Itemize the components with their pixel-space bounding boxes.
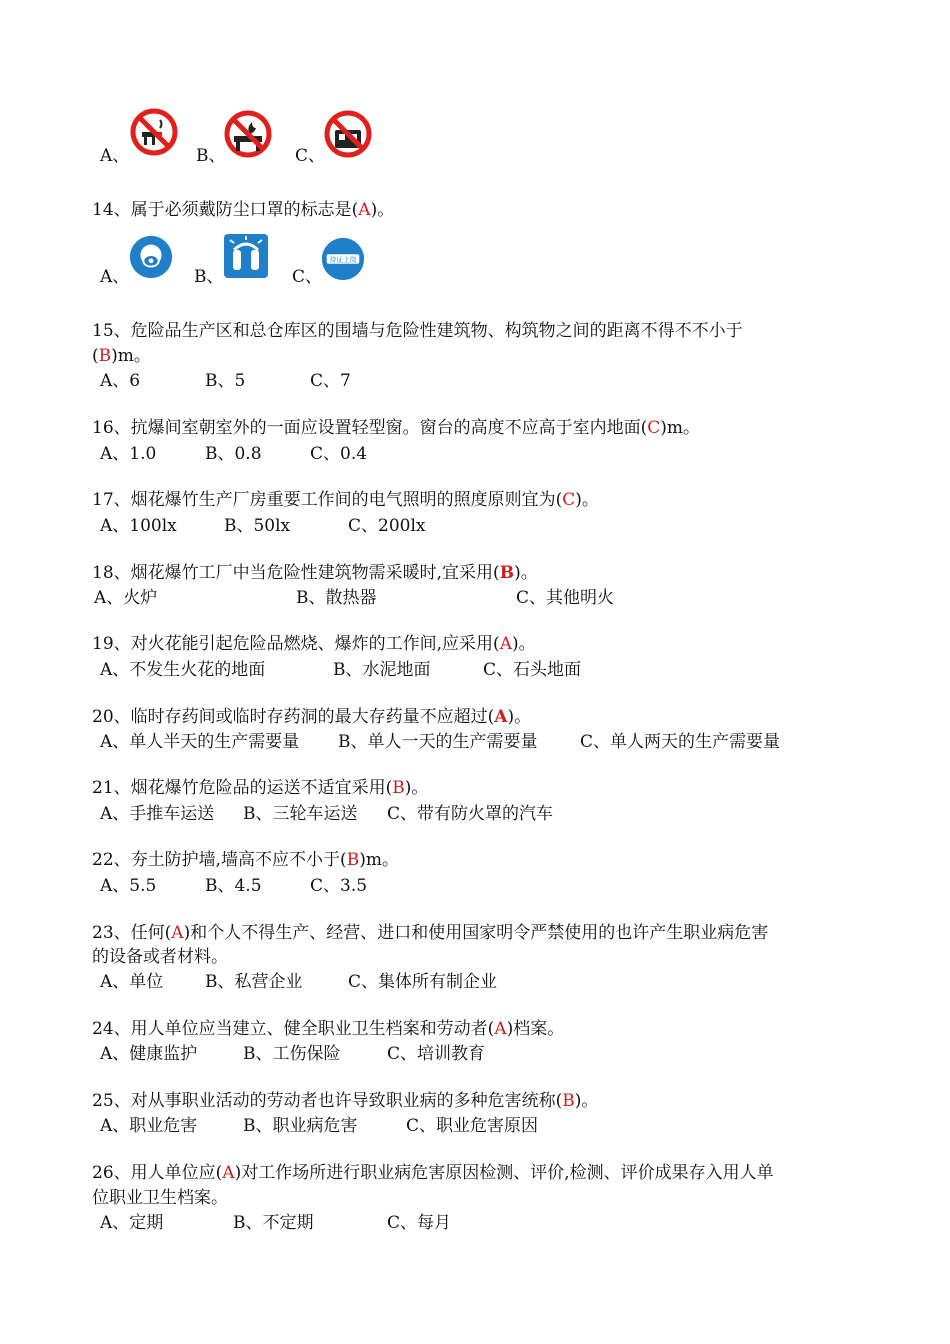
q18-text: 烟花爆竹工厂中当危险性建筑物需采暖时,宜采用( — [130, 563, 500, 583]
q19-number: 19、 — [92, 634, 131, 654]
question-26 — [92, 1162, 774, 1184]
q18-option-b: B、散热器 — [296, 588, 377, 608]
q14-text-end: )。 — [370, 200, 395, 220]
q15-paren: ( — [92, 346, 99, 366]
q18-option-c: C、其他明火 — [516, 588, 615, 608]
no-smoking-icon — [130, 108, 178, 156]
q20-answer: A — [494, 707, 508, 727]
q22-answer: B — [346, 850, 360, 870]
q14-option-c-label: C、 — [292, 267, 323, 287]
q26-answer: A — [222, 1163, 235, 1183]
q23-number: 23、 — [92, 923, 131, 943]
q23-text-end: )和个人不得生产、经营、进口和使用国家明令严禁使用的也许产生职业病危害 — [183, 923, 769, 943]
license-sign-text: 持证上岗 — [329, 255, 357, 264]
question-22 — [92, 849, 399, 871]
q13-option-c-label: C、 — [295, 146, 326, 166]
q17-option-b: B、50lx — [224, 516, 291, 536]
q21-option-c: C、带有防火罩的汽车 — [387, 804, 554, 824]
question-16 — [92, 417, 700, 439]
question-15 — [92, 320, 743, 342]
q17-answer: C — [562, 490, 576, 510]
q18-text-end: )。 — [514, 563, 538, 583]
q23-option-c: C、集体所有制企业 — [348, 972, 498, 992]
q23-option-b: B、私营企业 — [205, 972, 303, 992]
question-20 — [92, 706, 531, 728]
q15-text: 危险品生产区和总仓库区的围墙与危险性建筑物、构筑物之间的距离不得不不小于 — [130, 321, 743, 341]
q26-number: 26、 — [92, 1163, 131, 1183]
q25-number: 25、 — [92, 1091, 131, 1111]
q25-option-a: A、职业危害 — [100, 1116, 198, 1136]
q14-option-a-label: A、 — [100, 267, 130, 287]
q15-number: 15、 — [92, 321, 131, 341]
q19-text: 对火花能引起危险品燃烧、爆炸的工作间,应采用( — [130, 634, 500, 654]
q23-answer: A — [171, 923, 184, 943]
q16-number: 16、 — [92, 418, 131, 438]
ear-protection-icon — [222, 232, 270, 280]
q19-answer: A — [499, 634, 512, 654]
no-pedestrian-icon — [324, 110, 372, 158]
q19-option-b: B、水泥地面 — [333, 660, 431, 680]
q18-number: 18、 — [92, 563, 131, 583]
q26-text-end: )对工作场所进行职业病危害原因检测、评价,检测、评价成果存入用人单 — [234, 1163, 774, 1183]
q21-text-end: )。 — [404, 778, 429, 798]
q25-text-end: )。 — [574, 1091, 599, 1111]
q16-option-a: A、1.0 — [100, 444, 157, 464]
q14-text: 属于必须戴防尘口罩的标志是( — [130, 200, 359, 220]
q15-text-end: )m。 — [111, 346, 151, 366]
q16-text: 抗爆间室朝室外的一面应设置轻型窗。窗台的高度不应高于室内地面( — [130, 418, 648, 438]
q25-text: 对从事职业活动的劳动者也许导致职业病的多种危害统称( — [130, 1091, 563, 1111]
q20-text: 临时存药间或临时存药洞的最大存药量不应超过( — [130, 707, 495, 727]
q13-option-a-label: A、 — [100, 146, 130, 166]
q22-number: 22、 — [92, 850, 131, 870]
q24-number: 24、 — [92, 1019, 131, 1039]
q21-option-b: B、三轮车运送 — [243, 804, 358, 824]
q21-answer: B — [392, 778, 405, 798]
q24-answer: A — [494, 1019, 507, 1039]
q25-option-c: C、职业危害原因 — [406, 1116, 539, 1136]
question-15-line2 — [92, 345, 151, 367]
q15-answer: B — [98, 346, 112, 366]
q24-option-a: A、健康监护 — [100, 1044, 198, 1064]
q26-option-c: C、每月 — [387, 1213, 452, 1233]
question-17 — [92, 489, 599, 511]
q15-option-a: A、6 — [100, 371, 141, 391]
q16-option-c: C、0.4 — [310, 444, 368, 464]
q14-answer: A — [358, 200, 371, 220]
question-18 — [92, 562, 538, 584]
q17-option-a: A、100lx — [100, 516, 177, 536]
q18-option-a: A、火炉 — [94, 588, 158, 608]
q26-option-b: B、不定期 — [233, 1213, 314, 1233]
q22-option-b: B、4.5 — [205, 876, 262, 896]
q17-number: 17、 — [92, 490, 131, 510]
question-25 — [92, 1090, 598, 1112]
q25-answer: B — [562, 1091, 575, 1111]
license-required-icon — [320, 236, 366, 282]
q21-option-a: A、手推车运送 — [100, 804, 215, 824]
question-23 — [92, 922, 768, 944]
q23-text: 任何( — [130, 923, 172, 943]
q19-text-end: )。 — [511, 634, 536, 654]
q20-text-end: )。 — [507, 707, 532, 727]
q24-option-c: C、培训教育 — [387, 1044, 486, 1064]
q24-text-end: )档案。 — [506, 1019, 565, 1039]
q20-option-b: B、单人一天的生产需要量 — [338, 732, 538, 752]
q21-number: 21、 — [92, 778, 131, 798]
q20-option-c: C、单人两天的生产需要量 — [580, 732, 781, 752]
q18-answer: B — [499, 563, 515, 583]
q20-number: 20、 — [92, 707, 131, 727]
q17-text: 烟花爆竹生产厂房重要工作间的电气照明的照度原则宜为( — [130, 490, 563, 510]
q22-text-end: )m。 — [359, 850, 399, 870]
q23-text-line2: 的设备或者材料。 — [92, 947, 228, 967]
q13-option-b-label: B、 — [196, 146, 226, 166]
question-14 — [92, 199, 394, 221]
question-19 — [92, 633, 536, 655]
q14-option-b-label: B、 — [194, 267, 224, 287]
q24-option-b: B、工伤保险 — [243, 1044, 341, 1064]
question-24 — [92, 1018, 564, 1040]
q24-text: 用人单位应当建立、健全职业卫生档案和劳动者( — [130, 1019, 495, 1039]
q17-option-c: C、200lx — [348, 516, 426, 536]
q26-text-line2: 位职业卫生档案。 — [92, 1188, 228, 1208]
question-21 — [92, 777, 428, 799]
q16-option-b: B、0.8 — [205, 444, 262, 464]
q26-text: 用人单位应( — [130, 1163, 223, 1183]
q22-option-a: A、5.5 — [100, 876, 157, 896]
q21-text: 烟花爆竹危险品的运送不适宜采用( — [130, 778, 393, 798]
q22-text: 夯土防护墙,墙高不应不小于( — [130, 850, 347, 870]
q26-option-a: A、定期 — [100, 1213, 164, 1233]
q25-option-b: B、职业病危害 — [243, 1116, 358, 1136]
dust-mask-icon — [128, 234, 174, 280]
q22-option-c: C、3.5 — [310, 876, 368, 896]
q17-text-end: )。 — [575, 490, 599, 510]
no-burning-icon — [224, 110, 272, 158]
q15-option-c: C、7 — [310, 371, 351, 391]
q16-answer: C — [647, 418, 661, 438]
q23-option-a: A、单位 — [100, 972, 164, 992]
q20-option-a: A、单人半天的生产需要量 — [100, 732, 300, 752]
q15-option-b: B、5 — [205, 371, 246, 391]
q14-number: 14、 — [92, 200, 131, 220]
q16-text-end: )m。 — [660, 418, 701, 438]
q19-option-a: A、不发生火花的地面 — [100, 660, 266, 680]
q19-option-c: C、石头地面 — [483, 660, 582, 680]
